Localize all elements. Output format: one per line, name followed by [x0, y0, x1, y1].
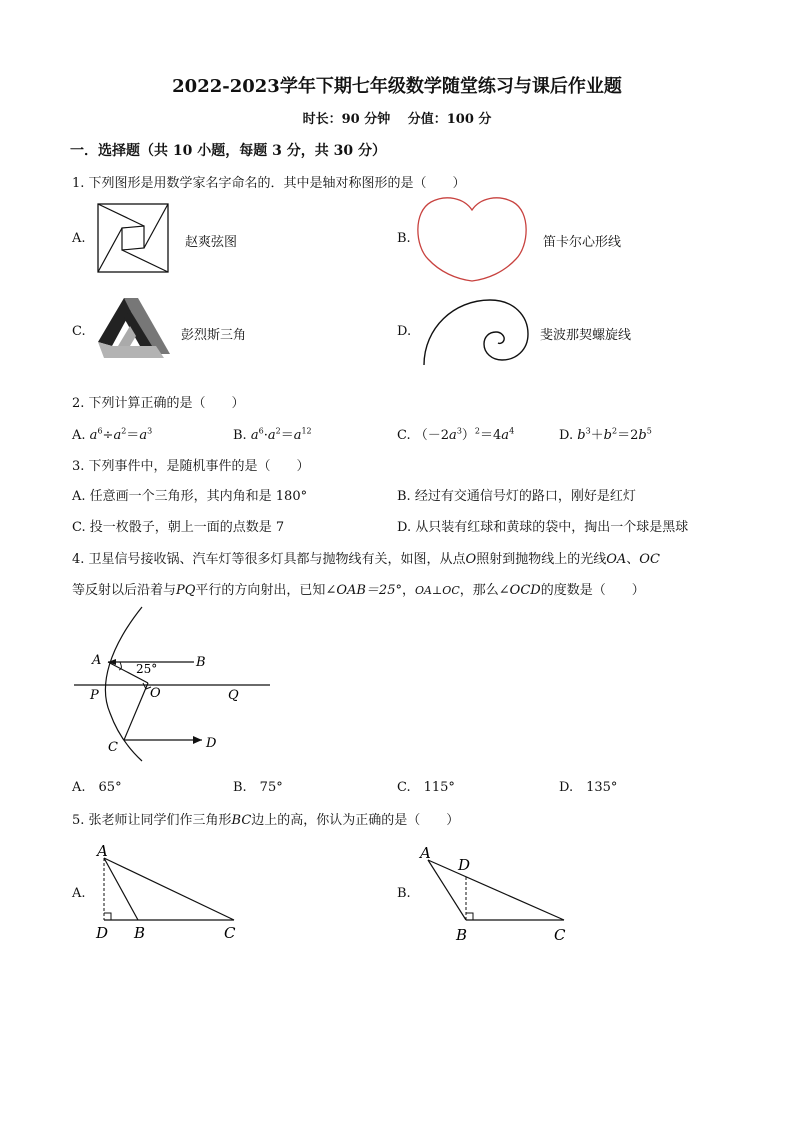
q2-option-c [397, 424, 514, 443]
question-4-line-2 [72, 579, 645, 598]
q4-option-a: A. 65° [72, 780, 122, 795]
section-heading: 一．选择题（共 10 小题，每题 3 分，共 30 分） [70, 143, 386, 159]
equals: ＝2 [617, 428, 639, 443]
close-paren: ） [461, 428, 475, 443]
q1-option-d-letter: D. [397, 324, 412, 339]
exponent: 12 [301, 426, 312, 436]
question-4-line-1 [72, 548, 660, 567]
q3-option-c: C. 投一枚骰子，朝上一面的点数是 7 [72, 520, 285, 535]
base: b [577, 428, 586, 443]
ray-oa: OA [606, 552, 627, 567]
base: a [267, 428, 276, 443]
label-d: D [206, 736, 217, 751]
q3-option-b: B. 经过有交通信号灯的路口，刚好是红灯 [397, 489, 636, 504]
page-title: 2022-2023学年下期七年级数学随堂练习与课后作业题 [172, 76, 622, 97]
q3-option-a: A. 任意画一个三角形，其内角和是 180° [72, 489, 308, 504]
q4-text: 平行的方向射出，已知 [195, 583, 326, 598]
q4-option-b: B. 75° [233, 780, 283, 795]
separator: ， [401, 583, 415, 598]
point-o: O [465, 552, 477, 567]
q5-text: 边上的高，你认为正确的是（ ） [251, 813, 460, 828]
label-a: A [97, 842, 108, 860]
base: a [113, 428, 122, 443]
base: a [501, 428, 510, 443]
q4-option-d: D. 135° [559, 780, 618, 795]
option-letter: A. [72, 428, 86, 443]
base: b [603, 428, 612, 443]
label-a: A [420, 844, 431, 862]
label-d: D [96, 924, 109, 942]
q1-option-c-letter: C. [72, 324, 86, 339]
label-b: B [134, 924, 146, 942]
base: a [449, 428, 457, 443]
triangle-figure-b [414, 840, 584, 945]
label-o: O [150, 686, 161, 701]
fibonacci-spiral-icon [422, 296, 532, 366]
angle-oab: ∠OAB＝25° [325, 583, 402, 598]
equals: ＝ [280, 428, 294, 443]
exponent: 6 [258, 426, 264, 436]
exponent: 6 [97, 426, 103, 436]
exponent: 2 [275, 426, 281, 436]
perpendicular: OA⊥OC [415, 584, 460, 597]
operator: · [263, 428, 268, 443]
equals: ＝4 [480, 428, 502, 443]
q2-option-b [233, 424, 312, 443]
label-q: Q [228, 688, 239, 703]
operator: ÷ [102, 428, 114, 443]
q1-option-c-name: 彭烈斯三角 [181, 328, 247, 343]
question-5-stem [72, 809, 459, 828]
q1-option-a-name: 赵爽弦图 [185, 235, 238, 250]
exam-info: 时长：90 分钟 分值：100 分 [302, 112, 492, 127]
base: a [139, 428, 148, 443]
q1-option-d-name: 斐波那契螺旋线 [540, 328, 632, 343]
cardioid-curve-icon [416, 196, 528, 282]
label-b: B [196, 655, 206, 670]
q5-option-a-letter: A. [72, 886, 86, 901]
base: b [638, 428, 647, 443]
option-letter: C. [397, 428, 411, 443]
line-pq: PQ [176, 583, 196, 598]
angle-ocd: ∠OCD [498, 583, 541, 598]
q1-option-b-name: 笛卡尔心形线 [543, 235, 622, 250]
q1-option-b-letter: B. [397, 231, 411, 246]
exponent: 4 [509, 426, 515, 436]
label-c: C [224, 924, 236, 942]
base: a [89, 428, 98, 443]
exponent: 3 [456, 426, 462, 436]
label-c: C [108, 740, 118, 755]
option-letter: B. [233, 428, 247, 443]
exponent: 2 [612, 426, 618, 436]
q4-text: 照射到抛物线上的光线 [476, 552, 607, 567]
q4-text: 4. 卫星信号接收锅、汽车灯等很多灯具都与抛物线有关，如图，从点 [72, 552, 466, 567]
option-letter: D. [559, 428, 574, 443]
separator: 、 [626, 552, 640, 567]
parabola-reflection-figure [70, 605, 330, 765]
question-1-stem: 1. 下列图形是用数学家名字命名的．其中是轴对称图形的是（ ） [72, 176, 466, 191]
side-bc: BC [231, 813, 252, 828]
label-a: A [92, 653, 102, 668]
q2-option-d [559, 424, 652, 443]
exponent: 5 [646, 426, 652, 436]
q4-text: 的度数是（ ） [540, 583, 645, 598]
exponent: 2 [474, 426, 481, 436]
q4-option-c: C. 115° [397, 780, 455, 795]
question-2-stem: 2. 下列计算正确的是（ ） [72, 396, 245, 411]
label-angle: 25° [136, 662, 158, 676]
base: a [250, 428, 259, 443]
penrose-triangle-icon [96, 296, 172, 360]
label-b: B [456, 926, 468, 944]
q3-option-d: D. 从只装有红球和黄球的袋中，掏出一个球是黑球 [397, 520, 689, 535]
ray-oc: OC [639, 552, 660, 567]
exponent: 3 [147, 426, 153, 436]
lead: （－2 [414, 428, 450, 443]
zhao-shuang-diagram-icon [97, 203, 169, 273]
label-d: D [458, 856, 471, 874]
base: a [293, 428, 302, 443]
q4-text: ，那么 [459, 583, 499, 598]
exponent: 3 [585, 426, 591, 436]
q5-text: 5. 张老师让同学们作三角形 [72, 813, 232, 828]
triangle-figure-a [88, 840, 248, 945]
q5-option-b-letter: B. [397, 886, 411, 901]
q1-option-a-letter: A. [72, 231, 86, 246]
exponent: 2 [121, 426, 127, 436]
question-3-stem: 3. 下列事件中，是随机事件的是（ ） [72, 459, 310, 474]
label-c: C [554, 926, 566, 944]
label-p: P [90, 688, 99, 703]
equals: ＝ [126, 428, 140, 443]
q4-text: 等反射以后沿着与 [72, 583, 177, 598]
q2-option-a [72, 424, 152, 443]
operator: ＋ [590, 428, 604, 443]
